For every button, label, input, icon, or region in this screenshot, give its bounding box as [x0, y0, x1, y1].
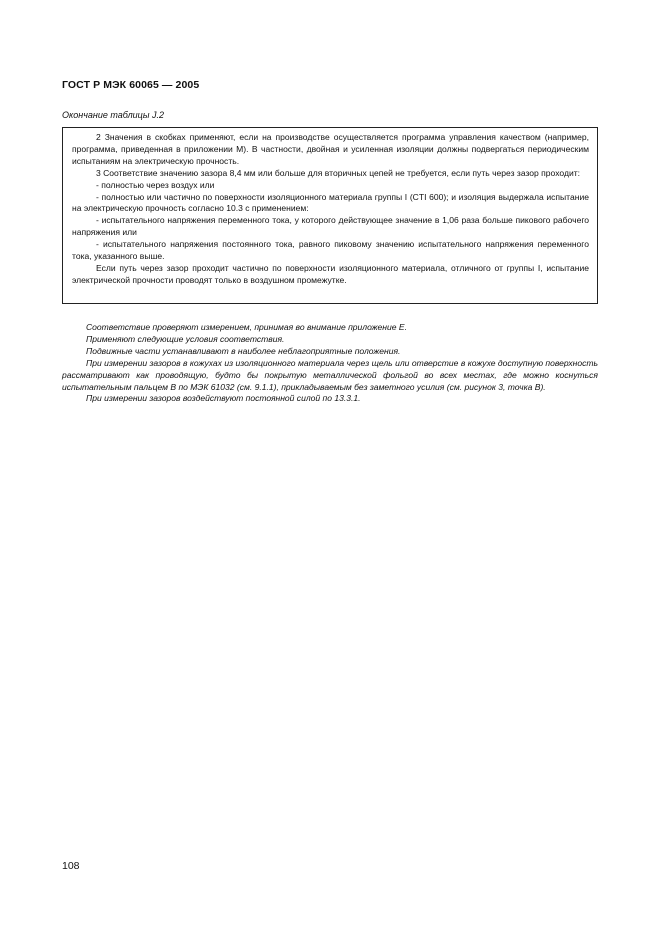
body-paragraph: Подвижные части устанавливают в наиболее неблагоприятные положения. — [86, 345, 401, 356]
body-text — [62, 322, 598, 405]
body-paragraph: Применяют следующие условия соответствия. — [86, 333, 285, 344]
table-notes-box — [62, 127, 598, 304]
document-header: ГОСТ Р МЭК 60065 — 2005 — [62, 79, 200, 91]
note-3: 3 Соответствие значению зазора 8,4 мм или больше для вторичных цепей не требуется, если путь через зазор проходит: — [96, 167, 581, 178]
note-2: 2 Значения в скобках применяют, если на производстве осуществляется программа управления качеством (например, программа, приведенная в приложении М). В частности, двойная и усиленная изоляции должны подвергаться периодическим испытаниям на электрическую прочность. — [72, 132, 589, 166]
note-3-item-ac-voltage: - испытательного напряжения переменного тока, у которого действующее значение в 1,06 раза больше пикового рабочего напряжения или — [72, 215, 589, 238]
body-paragraph: При измерении зазоров воздействуют постоянной силой по 13.3.1. — [86, 393, 361, 404]
body-paragraph: При измерении зазоров в кожухах из изоляционного материала через щель или отверстие в кожухе доступную поверхность рассматривают как проводящую, будто бы покрытую металлической фольгой во всех местах, где можно коснуться испытательным пальцем В по МЭК 61032 (см. 9.1.1), прикладываемым без заметного усилия (см. рисунок 3, точка В). — [62, 357, 598, 392]
note-3-partial-path: Если путь через зазор проходит частично по поверхности изоляционного материала, отличного от группы I, испытание электрической прочности проводят только в воздушном промежутке. — [72, 262, 589, 285]
note-3-item-air: - полностью через воздух или — [96, 179, 215, 190]
table-caption: Окончание таблицы J.2 — [62, 110, 164, 120]
body-paragraph: Соответствие проверяют измерением, принимая во внимание приложение Е. — [86, 322, 407, 332]
note-3-item-dc-voltage: - испытательного напряжения постоянного тока, равного пиковому значению испытательного напряжения переменного тока, указанного выше. — [72, 239, 589, 262]
page-number: 108 — [62, 860, 80, 872]
note-3-item-surface: - полностью или частично по поверхности изоляционного материала группы I (CTI 600); и изоляция выдержала испытание на электрическую прочность согласно 10.3 с применением: — [72, 191, 589, 214]
